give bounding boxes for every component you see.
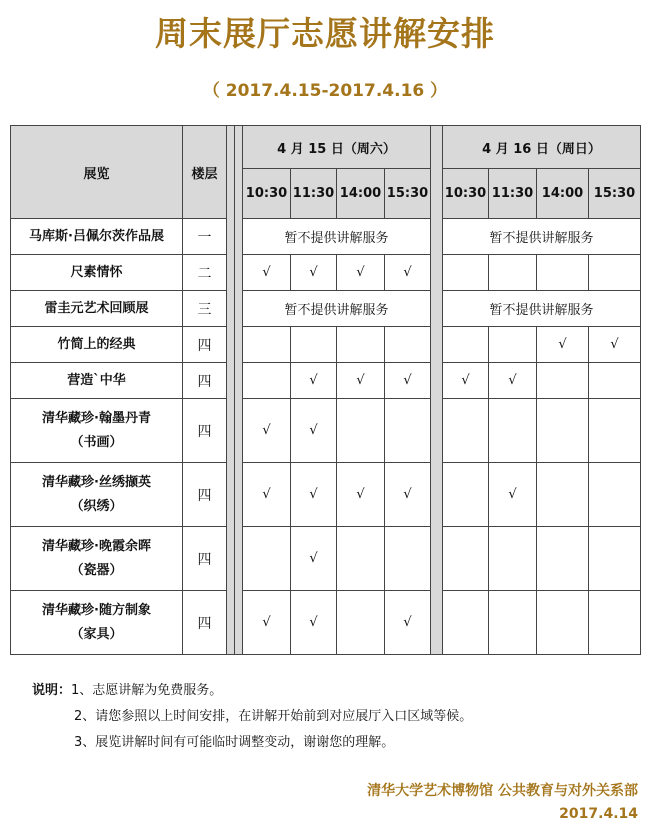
check-mark-cell: √	[291, 527, 337, 591]
exhibition-name	[11, 399, 183, 463]
floor-cell: 四	[183, 527, 227, 591]
empty-cell	[589, 527, 641, 591]
exhibition-name	[11, 591, 183, 655]
empty-cell	[489, 327, 537, 363]
empty-cell	[385, 327, 431, 363]
no-service-cell: 暂不提供讲解服务	[443, 291, 641, 327]
time-header: 10:30	[243, 169, 291, 219]
exhibition-name-line: 清华藏珍·晚霞余晖	[42, 538, 151, 554]
floor-cell: 四	[183, 463, 227, 527]
check-mark-cell: √	[385, 463, 431, 527]
check-mark-cell: √	[243, 399, 291, 463]
date-range: （ 2017.4.15-2017.4.16 ）	[202, 81, 448, 101]
exhibition-name	[11, 363, 183, 399]
exhibition-name-line: 竹简上的经典	[57, 336, 136, 352]
empty-cell	[443, 399, 489, 463]
check-mark-cell: √	[291, 399, 337, 463]
floor-cell: 四	[183, 591, 227, 655]
empty-cell	[589, 591, 641, 655]
column-divider	[235, 126, 243, 655]
empty-cell	[243, 527, 291, 591]
check-mark-cell: √	[337, 363, 385, 399]
check-mark-cell: √	[589, 327, 641, 363]
exhibition-name-line: （家具）	[70, 626, 123, 642]
empty-cell	[489, 399, 537, 463]
exhibition-name-line: 尺素情怀	[70, 264, 123, 280]
time-header: 11:30	[291, 169, 337, 219]
time-header: 10:30	[443, 169, 489, 219]
check-mark-cell: √	[243, 591, 291, 655]
table-row	[11, 363, 641, 399]
exhibition-name-line: 马库斯·吕佩尔茨作品展	[29, 228, 164, 244]
header-day2: 4 月 16 日（周日）	[443, 126, 641, 169]
check-mark-cell: √	[385, 255, 431, 291]
table-row	[11, 399, 641, 463]
notes-label: 说明：	[32, 683, 72, 698]
note-item: 2、请您参照以上时间安排，在讲解开始前到对应展厅入口区域等候。	[74, 709, 473, 724]
exhibition-name-line: （书画）	[70, 434, 123, 450]
empty-cell	[243, 363, 291, 399]
check-mark-cell: √	[385, 591, 431, 655]
exhibition-name-line: 雷圭元艺术回顾展	[44, 300, 149, 316]
floor-cell: 四	[183, 327, 227, 363]
check-mark-cell: √	[291, 255, 337, 291]
table-row	[11, 219, 641, 255]
exhibition-name	[11, 327, 183, 363]
check-mark-cell: √	[385, 363, 431, 399]
column-divider	[227, 126, 235, 655]
empty-cell	[537, 255, 589, 291]
schedule-table	[10, 125, 641, 655]
check-mark-cell: √	[291, 591, 337, 655]
exhibition-name	[11, 527, 183, 591]
empty-cell	[489, 591, 537, 655]
empty-cell	[337, 399, 385, 463]
floor-cell: 四	[183, 363, 227, 399]
check-mark-cell: √	[291, 363, 337, 399]
footer-organization: 清华大学艺术博物馆 公共教育与对外关系部	[367, 783, 638, 799]
exhibition-name	[11, 219, 183, 255]
empty-cell	[243, 327, 291, 363]
empty-cell	[385, 527, 431, 591]
check-mark-cell: √	[489, 363, 537, 399]
empty-cell	[489, 527, 537, 591]
exhibition-name	[11, 255, 183, 291]
table-row	[11, 527, 641, 591]
empty-cell	[537, 591, 589, 655]
exhibition-name-line: 清华藏珍·翰墨丹青	[42, 410, 151, 426]
empty-cell	[589, 363, 641, 399]
empty-cell	[443, 255, 489, 291]
empty-cell	[537, 363, 589, 399]
exhibition-name	[11, 291, 183, 327]
time-header: 15:30	[589, 169, 641, 219]
check-mark-cell: √	[291, 463, 337, 527]
time-header: 14:00	[337, 169, 385, 219]
exhibition-name-line: 营造`中华	[67, 372, 126, 388]
empty-cell	[537, 527, 589, 591]
notes	[32, 678, 472, 756]
exhibition-name-line: （织绣）	[70, 498, 123, 514]
empty-cell	[337, 527, 385, 591]
check-mark-cell: √	[243, 255, 291, 291]
table-row	[11, 291, 641, 327]
time-header: 15:30	[385, 169, 431, 219]
empty-cell	[337, 591, 385, 655]
exhibition-name-line: 清华藏珍·随方制象	[42, 602, 151, 618]
time-header: 11:30	[489, 169, 537, 219]
empty-cell	[537, 463, 589, 527]
empty-cell	[589, 399, 641, 463]
footer-date: 2017.4.14	[559, 806, 638, 822]
no-service-cell: 暂不提供讲解服务	[243, 291, 431, 327]
floor-cell: 一	[183, 219, 227, 255]
empty-cell	[337, 327, 385, 363]
empty-cell	[443, 327, 489, 363]
no-service-cell: 暂不提供讲解服务	[443, 219, 641, 255]
check-mark-cell: √	[337, 463, 385, 527]
empty-cell	[443, 527, 489, 591]
empty-cell	[385, 399, 431, 463]
note-item: 3、展览讲解时间有可能临时调整变动，谢谢您的理解。	[74, 735, 395, 750]
check-mark-cell: √	[337, 255, 385, 291]
no-service-cell: 暂不提供讲解服务	[243, 219, 431, 255]
column-divider	[431, 126, 443, 655]
empty-cell	[589, 463, 641, 527]
floor-cell: 二	[183, 255, 227, 291]
check-mark-cell: √	[537, 327, 589, 363]
table-row	[11, 255, 641, 291]
floor-cell: 三	[183, 291, 227, 327]
exhibition-name-line: （瓷器）	[70, 562, 123, 578]
header-day1: 4 月 15 日（周六）	[243, 126, 431, 169]
page-title: 周末展厅志愿讲解安排	[155, 14, 495, 53]
exhibition-name-line: 清华藏珍·丝绣撷英	[42, 474, 151, 490]
empty-cell	[443, 591, 489, 655]
empty-cell	[489, 255, 537, 291]
exhibition-name	[11, 463, 183, 527]
check-mark-cell: √	[443, 363, 489, 399]
empty-cell	[443, 463, 489, 527]
header-exhibition: 展览	[11, 126, 183, 219]
check-mark-cell: √	[243, 463, 291, 527]
empty-cell	[291, 327, 337, 363]
note-item: 1、志愿讲解为免费服务。	[71, 683, 223, 698]
time-header: 14:00	[537, 169, 589, 219]
table-row	[11, 463, 641, 527]
check-mark-cell: √	[489, 463, 537, 527]
table-row	[11, 591, 641, 655]
floor-cell: 四	[183, 399, 227, 463]
empty-cell	[589, 255, 641, 291]
header-floor: 楼层	[183, 126, 227, 219]
table-row	[11, 327, 641, 363]
empty-cell	[537, 399, 589, 463]
